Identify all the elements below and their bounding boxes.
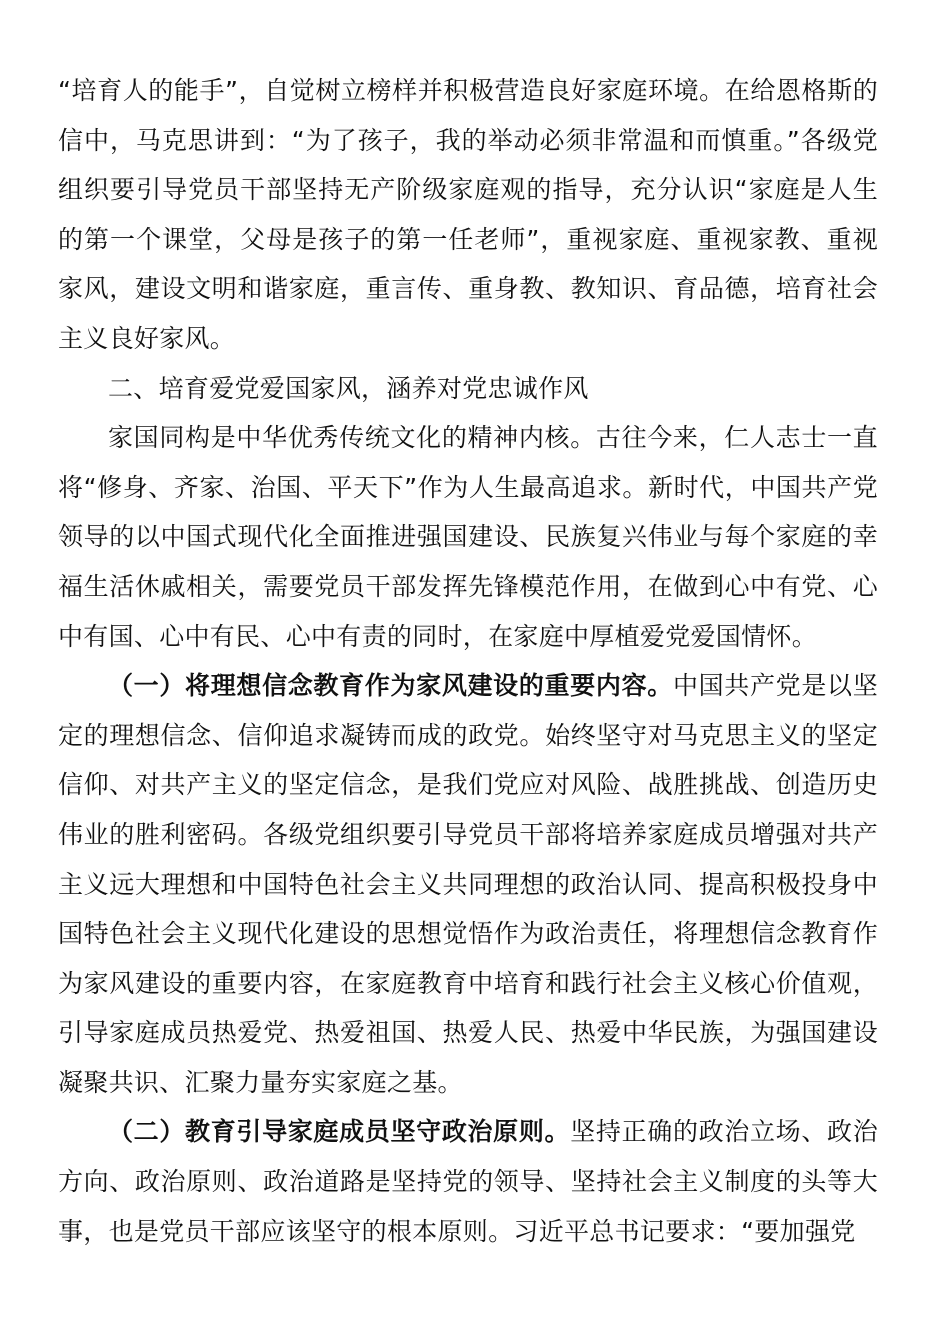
paragraph-continued: “培育人的能手”，自觉树立榜样并积极营造良好家庭环境。在给恩格斯的信中，马克思讲到：“为了孩子，我的举动必须非常温和而慎重。”各级党组织要引导党员干部坚持无产阶级家庭观的指导，充分认识“家庭是人生的第一个课堂，父母是孩子的第一任老师”，重视家庭、重视家教、重视家风，建设文明和谐家庭，重言传、重身教、教知识、育品德，培育社会主义良好家风。: [58, 76, 878, 353]
subheading-political-principles: （二）教育引导家庭成员坚守政治原则。: [108, 1117, 571, 1147]
subheading-ideals-education: （一）将理想信念教育作为家风建设的重要内容。: [108, 671, 673, 701]
paragraph-political-principles: [58, 1107, 878, 1256]
section-heading: 二、培育爱党爱国家风，涵养对党忠诚作风: [108, 373, 589, 403]
document-page: [58, 66, 878, 1256]
paragraph-ideals-education: [58, 661, 878, 1107]
paragraph-ideals-body: 中国共产党是以坚定的理想信念、信仰追求凝铸而成的政党。始终坚守对马克思主义的坚定信仰、对共产主义的坚定信念，是我们党应对风险、战胜挑战、创造历史伟业的胜利密码。各级党组织要引导党员干部将培养家庭成员增强对共产主义远大理想和中国特色社会主义共同理想的政治认同、提高积极投身中国特色社会主义现代化建设的思想觉悟作为政治责任，将理想信念教育作为家风建设的重要内容，在家庭教育中培育和践行社会主义核心价值观，引导家庭成员热爱党、热爱祖国、热爱人民、热爱中华民族，为强国建设凝聚共识、汇聚力量夯实家庭之基。: [58, 671, 878, 1097]
paragraph-family-nation: 家国同构是中华优秀传统文化的精神内核。古往今来，仁人志士一直将“修身、齐家、治国、平天下”作为人生最高追求。新时代，中国共产党领导的以中国式现代化全面推进强国建设、民族复兴伟业与每个家庭的幸福生活休戚相关，需要党员干部发挥先锋模范作用，在做到心中有党、心中有国、心中有民、心中有责的同时，在家庭中厚植爱党爱国情怀。: [58, 423, 878, 651]
paragraph-political-body: 坚持正确的政治立场、政治方向、政治原则、政治道路是坚持党的领导、坚持社会主义制度的头等大事，也是党员干部应该坚守的根本原则。习近平总书记要求：“要加强党: [58, 1117, 879, 1246]
